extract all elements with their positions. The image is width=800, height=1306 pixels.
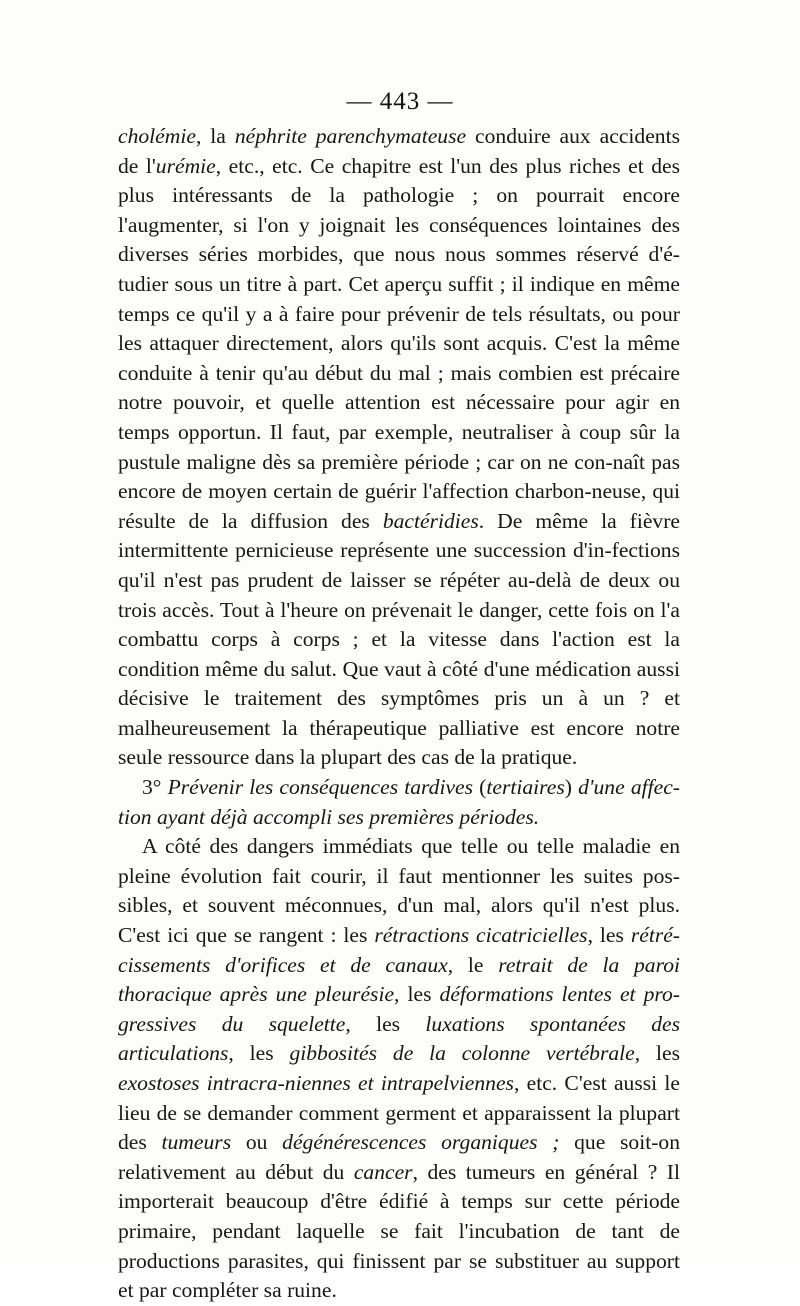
- italic-text-run: néphrite parenchymateuse: [234, 124, 467, 148]
- italic-text-run: cholémie: [118, 124, 196, 148]
- italic-text-run: exostoses intracra-niennes et intrapelviennes: [118, 1071, 514, 1095]
- italic-text-run: rétré-cissements d'orifices et de canaux: [118, 923, 680, 977]
- italic-text-run: retrait de la paroi thoracique après une pleurésie: [118, 952, 680, 1007]
- text-run: 3°: [142, 775, 168, 800]
- italic-text-run: tertiaires: [486, 775, 565, 800]
- text-run: , les: [394, 982, 440, 1007]
- text-run: , les: [587, 923, 631, 948]
- italic-text-run: Prévenir les conséquences tardives: [167, 775, 474, 800]
- italic-text-run: tumeurs: [161, 1130, 232, 1155]
- text-run: . De même la fièvre intermittente pernicieuse représente une succession d'in-fections qu'il n'est pas prudent de laisser se répéter au-delà de deux ou trois accès. Tout à l'heure on prévenait le danger, cette fois on l'a combattu corps à corps ; et la vitesse dans l'action est la condition même du salut. Que vaut à côté d'une médication aussi décisive le traitement des symptômes pris un à un ? et malheureusement la thérapeutique palliative est encore notre seule ressource dans la plupart des cas de la pratique.: [118, 508, 680, 770]
- paragraph-3: [118, 832, 680, 1306]
- text-run: ): [564, 775, 579, 800]
- italic-text-run: d'une affec-tion ayant déjà accompli ses premières périodes.: [118, 775, 680, 829]
- italic-text-run: gibbosités de la colonne vertébrale: [289, 1041, 635, 1066]
- text-run: conduire aux accidents de l': [118, 124, 680, 178]
- paragraph-1: [118, 122, 680, 773]
- italic-text-run: urémie: [155, 153, 216, 178]
- page-number: — 443 —: [346, 88, 454, 115]
- italic-text-run: luxations spontanées des articulations: [118, 1011, 680, 1066]
- text-run: , les: [228, 1041, 290, 1066]
- text-run: , des tumeurs en général ? Il importerait beaucoup d'être édifié à temps sur cette période primaire, pendant laquelle se fait l'incubation de tant de productions parasites, qui finissent par se substituer au support et par compléter sa ruine.: [118, 1159, 680, 1303]
- italic-text-run: dégénérescences organiques ;: [282, 1130, 560, 1155]
- italic-text-run: bactéridies: [382, 508, 479, 533]
- italic-text-run: rétractions cicatricielles: [374, 923, 588, 948]
- text-run: A côté des dangers immédiats que telle ou telle maladie en pleine évolution fait courir, il faut mentionner les suites pos-sibles, et souvent méconnues, d'un mal, alors qu'il n'est plus. C'est ici que se rangent : les: [118, 834, 680, 948]
- body-text: [118, 122, 680, 1306]
- text-run: , les: [345, 1011, 426, 1036]
- text-run: , les: [634, 1041, 680, 1066]
- italic-text-run: déformations lentes et pro-gressives du squelette: [118, 982, 680, 1036]
- italic-text-run: cancer: [353, 1159, 413, 1184]
- paragraph-2-heading: [118, 773, 680, 832]
- text-run: ou: [231, 1130, 283, 1155]
- text-run: , le: [447, 952, 499, 977]
- text-run: , la: [195, 124, 235, 148]
- text-run: que soit-on relativement au début du: [118, 1130, 680, 1184]
- text-run: , etc. C'est aussi le lieu de se demander comment germent et apparaissent la plupart des: [118, 1071, 680, 1155]
- text-run: (: [473, 775, 487, 800]
- text-run: , etc., etc. Ce chapitre est l'un des plus riches et des plus intéressants de la pathologie ; on pourrait encore l'augmenter, si l'on y joignait les conséquences lointaines des diverses séries morbides, que nous nous sommes réservé d'é-tudier sous un titre à part. Cet aperçu suffit ; il indique en même temps ce qu'il y a à faire pour prévenir de tels résultats, ou pour les attaquer directement, alors qu'ils sont acquis. C'est la même conduite à tenir qu'au début du mal ; mais combien est précaire notre pouvoir, et quelle attention est nécessaire pour agir en temps opportun. Il faut, par exemple, neutraliser à coup sûr la pustule maligne dès sa première période ; car on ne con-naît pas encore de moyen certain de guérir l'affection charbon-neuse, qui résulte de la diffusion des: [118, 153, 680, 533]
